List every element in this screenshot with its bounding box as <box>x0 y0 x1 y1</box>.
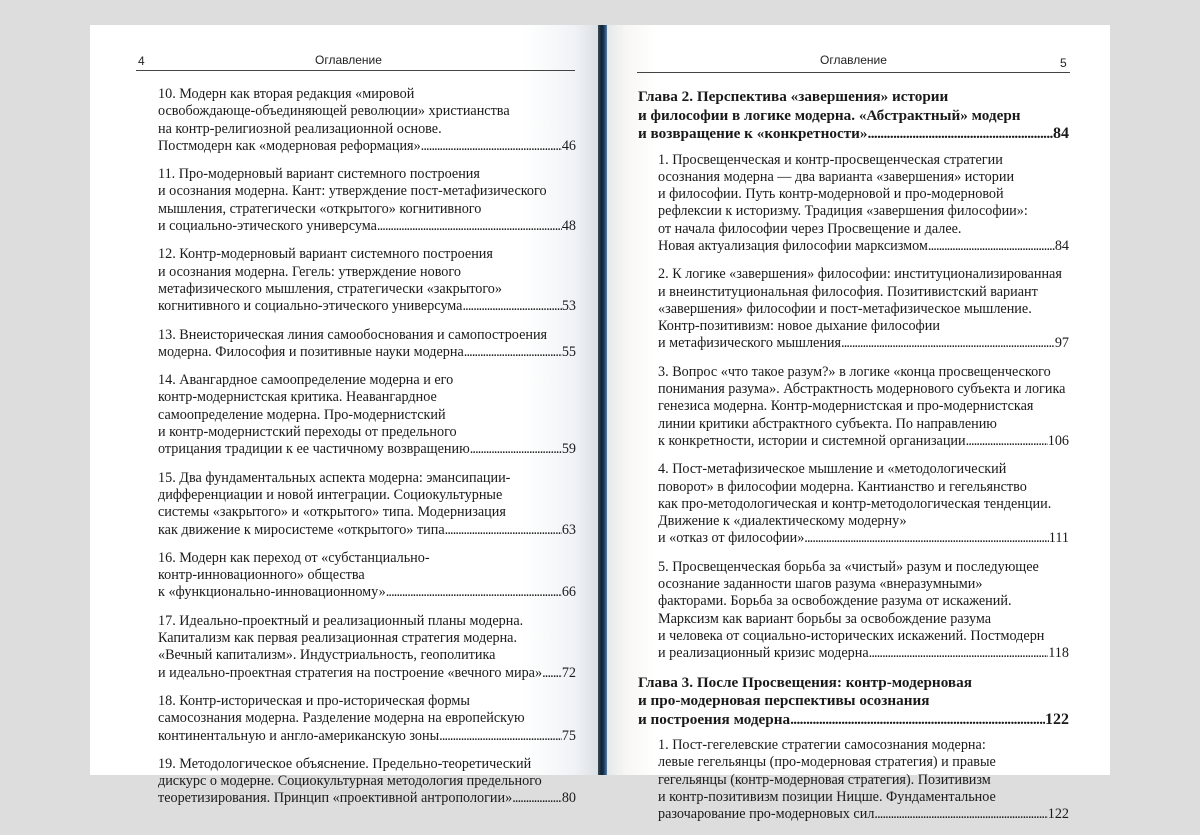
toc-entry-text: и возвращение к «конкретности» <box>638 125 868 142</box>
dot-leader <box>869 645 1049 662</box>
toc-entry-line: «Вечный капитализм». Индустриальность, геополитика <box>158 647 496 664</box>
toc-page-number: 122 <box>1045 710 1069 728</box>
toc-entry-text: отрицания традиции к ее частичному возвращению <box>158 441 470 458</box>
toc-entry-last-line <box>158 218 576 235</box>
toc-entry-last-line <box>658 806 1069 823</box>
toc-entry-text: Новая актуализация философии марксизмом <box>658 237 928 254</box>
toc-entry-line: Капитализм как первая реализационная стратегия модерна. <box>158 630 518 647</box>
toc-entry-line: осознания модерна — два варианта «завершения» истории <box>658 168 1015 185</box>
toc-entry-last-line <box>158 584 576 601</box>
toc-entry-line: 5. Просвещенческая борьба за «чистый» разум и последующее <box>658 558 1039 575</box>
toc-entry-line: 15. Два фундаментальных аспекта модерна: эмансипации- <box>158 469 511 486</box>
toc-entry-last-line <box>158 344 576 361</box>
toc-entry-line: генезиса модерна. Контр-модернистская и про-модернистская <box>658 398 1034 415</box>
toc-entry[interactable] <box>158 470 576 539</box>
toc-entry-line: и философии. Путь контр-модерновой и про-модерновой <box>658 186 1004 203</box>
toc-entry-line: как про-методологическая и контр-методологическая тенденции. <box>658 495 1052 512</box>
toc-page-number: 97 <box>1054 335 1069 352</box>
toc-entry-line: «завершения» философии и пост-метафизическое мышление. <box>658 300 1032 317</box>
toc-page-number: 48 <box>561 218 576 235</box>
toc-entry[interactable] <box>638 266 1069 352</box>
toc-entry-line: от начала философии через Просвещение и далее. <box>658 220 962 237</box>
dot-leader <box>790 711 1045 730</box>
toc-entry-line: и осознания модерна. Кант: утверждение пост-метафизического <box>158 183 547 200</box>
toc-entry-line: 19. Методологическое объяснение. Предельно-теоретический <box>158 755 532 772</box>
toc-entry-text: теоретизирования. Принцип «проективной антропологии» <box>158 790 513 807</box>
toc-entry-last-line <box>658 238 1069 255</box>
toc-page-number: 75 <box>561 727 576 744</box>
dot-leader <box>804 530 1048 547</box>
toc-entry[interactable] <box>158 86 576 155</box>
left-running-head: Оглавление <box>315 53 382 67</box>
toc-entry-line: метафизического мышления, стратегически «закрытого» <box>158 280 502 297</box>
toc-entry-text: и идеально-проектная стратегия на построение «вечного мира» <box>158 664 543 681</box>
toc-entry-line: 11. Про-модерновый вариант системного построения <box>158 166 480 183</box>
toc-entry-last-line <box>158 522 576 539</box>
toc-entry-line: 2. К логике «завершения» философии: институционализированная <box>658 266 1062 283</box>
toc-entry-line: 13. Внеисторическая линия самообоснования и самопостроения <box>158 326 548 343</box>
toc-entry-line: осознание заданности шагов разума «внеразумными» <box>658 576 983 593</box>
toc-entry-text: как движение к миросистеме «открытого» типа <box>158 521 445 538</box>
toc-entry-last-line <box>658 335 1069 352</box>
toc-entry-line: дискурс о модерне. Социокультурная методология предельного <box>158 773 542 790</box>
toc-page-number: 59 <box>561 441 576 458</box>
toc-entry[interactable] <box>638 461 1069 547</box>
left-page-number: 4 <box>138 54 145 68</box>
dot-leader <box>928 238 1055 255</box>
toc-entry[interactable] <box>158 613 576 682</box>
toc-entry-line: и осознания модерна. Гегель: утверждение нового <box>158 263 461 280</box>
toc-entry-line: мышления, стратегически «открытого» когнитивного <box>158 200 482 217</box>
toc-entry-line: факторами. Борьба за освобождение разума от искажений. <box>658 593 1012 610</box>
toc-entry[interactable] <box>638 737 1069 823</box>
toc-page-number: 63 <box>561 521 576 538</box>
toc-entry-line: и контр-позитивизм позиции Ницше. Фундаментальное <box>658 788 996 805</box>
toc-entry-last-line <box>158 665 576 682</box>
toc-page-number: 84 <box>1053 125 1069 142</box>
dot-leader <box>439 728 562 745</box>
toc-entry-line: и философии в логике модерна. «Абстрактный» модерн <box>638 106 1021 124</box>
toc-entry-text: и реализационный кризис модерна <box>658 645 869 662</box>
toc-entry-line: на контр-религиозной реализационной основе. <box>158 120 442 137</box>
toc-entry-line: и контр-модернистский переходы от предельного <box>158 424 457 441</box>
toc-entry-line: Движение к «диалектическому модерну» <box>658 513 907 530</box>
toc-entry-text: и «отказ от философии» <box>658 530 805 547</box>
toc-page-number: 55 <box>561 343 576 360</box>
toc-page-number: 66 <box>561 584 576 601</box>
toc-page-number: 46 <box>561 137 576 154</box>
toc-page-number: 122 <box>1047 806 1069 823</box>
dot-leader <box>462 298 561 315</box>
toc-chapter-heading[interactable] <box>638 674 1069 730</box>
toc-entry-last-line <box>158 728 576 745</box>
toc-entry-line: поворот» в философии модерна. Кантианство и гегельянство <box>658 478 1027 495</box>
toc-entry-last-line <box>158 441 576 458</box>
toc-entry-line: Глава 2. Перспектива «завершения» истории <box>638 88 949 105</box>
toc-entry-line: 4. Пост-метафизическое мышление и «методологический <box>658 461 1007 478</box>
toc-entry-line: дифференциации и новой интеграции. Социокультурные <box>158 486 503 503</box>
toc-page-number: 118 <box>1048 645 1069 662</box>
toc-entry-line: контр-инновационного» общества <box>158 567 365 584</box>
toc-page-number: 80 <box>561 790 576 807</box>
toc-entry-text: и метафизического мышления <box>658 335 842 352</box>
toc-entry-line: 3. Вопрос «что такое разум?» в логике «конца просвещенческого <box>658 363 1051 380</box>
toc-entry-line: и человека от социально-исторических искажений. Постмодерн <box>658 627 1045 644</box>
dot-leader <box>421 138 562 155</box>
toc-entry[interactable] <box>158 246 576 315</box>
toc-entry-text: Постмодерн как «модерновая реформация» <box>158 137 421 154</box>
toc-entry-text: разочарование про-модерновых сил <box>658 806 875 823</box>
toc-entry[interactable] <box>158 550 576 602</box>
toc-entry-text: к «функционально-инновационному» <box>158 584 386 601</box>
toc-entry-line: гегельянцы (контр-модерновая стратегия). Позитивизм <box>658 771 991 788</box>
toc-entry-last-line <box>638 125 1069 144</box>
toc-entry-text: когнитивного и социально-этического универсума <box>158 298 463 315</box>
dot-leader <box>377 218 562 235</box>
toc-entry-line: Контр-позитивизм: новое дыхание философии <box>658 318 940 335</box>
toc-entry-line: 1. Пост-гегелевские стратегии самосознания модерна: <box>658 737 986 754</box>
toc-entry[interactable] <box>158 693 576 745</box>
toc-page-number: 84 <box>1054 237 1069 254</box>
dot-leader <box>841 335 1055 352</box>
toc-entry-last-line <box>658 433 1069 450</box>
left-toc <box>158 86 576 819</box>
dot-leader <box>874 806 1047 823</box>
toc-entry-text: к конкретности, истории и системной организации <box>658 432 966 449</box>
toc-entry-text: и социально-этического универсума <box>158 218 377 235</box>
dot-leader <box>470 441 562 458</box>
dot-leader <box>966 433 1048 450</box>
toc-page-number: 106 <box>1047 432 1069 449</box>
toc-entry-line: линии критики абстрактного субъекта. По направлению <box>658 415 997 432</box>
dot-leader <box>868 125 1053 144</box>
right-header-rule <box>637 72 1070 73</box>
toc-entry-line: 16. Модерн как переход от «субстанциально- <box>158 549 430 566</box>
dot-leader <box>542 665 562 682</box>
toc-entry-last-line <box>638 711 1069 730</box>
toc-page-number: 111 <box>1048 530 1069 547</box>
dot-leader <box>512 790 562 807</box>
toc-entry-line: и внеинституциональная философия. Позитивистский вариант <box>658 283 1038 300</box>
toc-entry-last-line <box>658 530 1069 547</box>
toc-entry-line: самоопределение модерна. Про-модернистский <box>158 406 446 423</box>
toc-entry-line: освобождающе-объединяющей революции» христианства <box>158 103 510 120</box>
toc-entry-line: системы «закрытого» и «открытого» типа. Модернизация <box>158 504 506 521</box>
toc-page-number: 72 <box>561 664 576 681</box>
left-header-rule <box>136 70 575 71</box>
toc-entry-line: самосознания модерна. Разделение модерна на европейскую <box>158 710 525 727</box>
right-running-head: Оглавление <box>820 53 887 67</box>
toc-entry-line: контр-модернистская критика. Неавангардное <box>158 389 437 406</box>
toc-page-number: 53 <box>561 298 576 315</box>
toc-entry-line: 1. Просвещенческая и контр-просвещенческая стратегии <box>658 151 1003 168</box>
dot-leader <box>445 522 562 539</box>
toc-entry[interactable] <box>638 152 1069 256</box>
toc-entry-line: 12. Контр-модерновый вариант системного построения <box>158 246 493 263</box>
toc-entry[interactable] <box>158 166 576 235</box>
toc-entry-line: Марксизм как вариант борьбы за освобождение разума <box>658 610 992 627</box>
dot-leader <box>464 344 562 361</box>
toc-entry[interactable] <box>158 327 576 362</box>
toc-entry-line: Глава 3. После Просвещения: контр-модерновая <box>638 673 972 691</box>
toc-entry-line: и про-модерновая перспективы осознания <box>638 692 930 710</box>
right-page-number: 5 <box>1060 56 1067 70</box>
book-spine <box>598 25 607 775</box>
toc-entry-text: континентальную и англо-американскую зоны <box>158 727 440 744</box>
toc-entry[interactable] <box>638 364 1069 450</box>
toc-entry-line: 18. Контр-историческая и про-историческая формы <box>158 692 470 709</box>
dot-leader <box>386 584 562 601</box>
toc-entry-text: и построения модерна <box>638 710 791 728</box>
toc-entry-line: понимания разума». Абстрактность модернового субъекта и логика <box>658 381 1066 398</box>
toc-entry-text: модерна. Философия и позитивные науки модерна <box>158 343 464 360</box>
toc-entry[interactable] <box>638 559 1069 663</box>
toc-entry-line: 10. Модерн как вторая редакция «мировой <box>158 86 415 102</box>
toc-entry-line: 14. Авангардное самоопределение модерна и его <box>158 372 454 389</box>
toc-entry-last-line <box>158 138 576 155</box>
toc-entry-last-line <box>158 298 576 315</box>
right-toc <box>638 88 1069 835</box>
toc-entry-last-line <box>158 790 576 807</box>
toc-entry-last-line <box>658 645 1069 662</box>
toc-entry-line: 17. Идеально-проектный и реализационный планы модерна. <box>158 612 524 629</box>
toc-entry-line: рефлексии к историзму. Традиция «завершения философии»: <box>658 203 1028 220</box>
toc-entry[interactable] <box>158 372 576 458</box>
toc-chapter-heading[interactable] <box>638 88 1069 144</box>
toc-entry-line: левые гегельянцы (про-модерновая стратегия) и правые <box>658 754 996 771</box>
